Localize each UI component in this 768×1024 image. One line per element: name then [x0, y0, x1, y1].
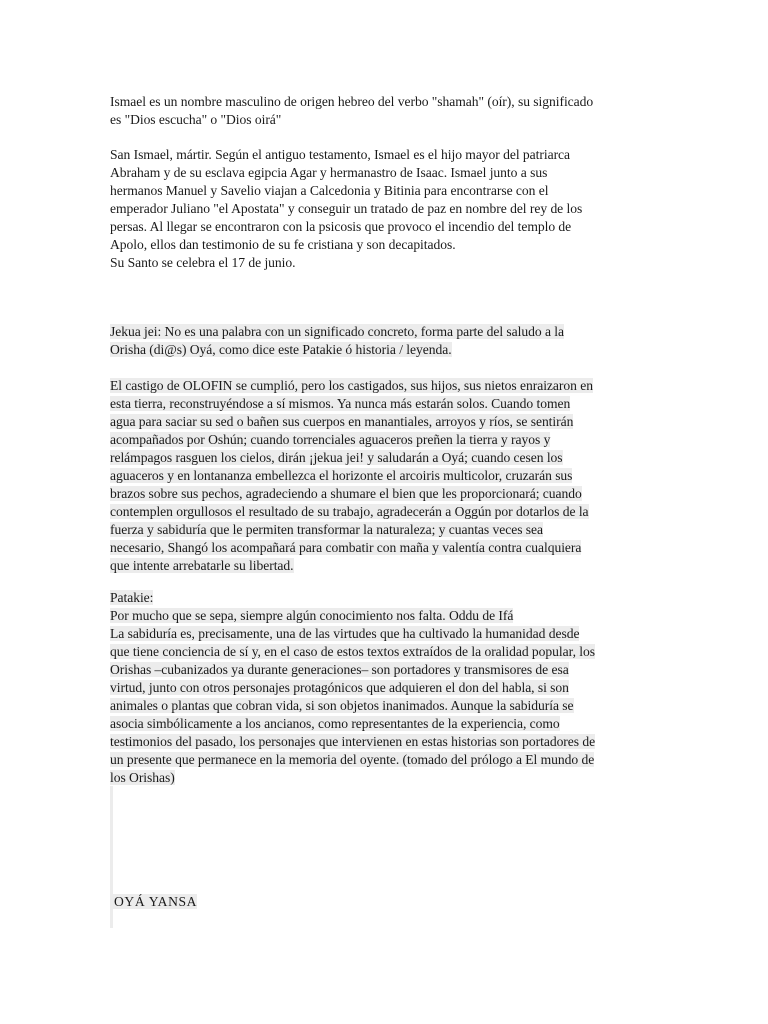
text-line: Ismael es un nombre masculino de origen hebreo del verbo "shamah" (oír), su significado — [110, 94, 594, 109]
text-line: un presente que permanece en la memoria del oyente. (tomado del prólogo a El mundo de — [110, 752, 595, 767]
heading-text: OYÁ YANSA — [110, 894, 197, 909]
text-line: los Orishas) — [110, 770, 175, 785]
text-line: Por mucho que se sepa, siempre algún conocimiento nos falta. Oddu de Ifá — [110, 608, 514, 623]
text-line: virtud, junto con otros personajes protagónicos que adquieren el don del habla, si son — [110, 680, 569, 695]
text-line: Su Santo se celebra el 17 de junio. — [110, 255, 296, 270]
text-line: aguaceros y en lontananza embellezca el horizonte el arcoiris multicolor, cruzarán sus — [110, 468, 573, 483]
text-line: brazos sobre sus pechos, agradeciendo a shumare el bien que les proporcionará; cuando — [110, 486, 582, 501]
patakie-paragraph — [110, 589, 662, 787]
text-line: Abraham y de su esclava egipcia Agar y hermanastro de Isaac. Ismael junto a sus — [110, 165, 548, 180]
text-line: La sabiduría es, precisamente, una de las virtudes que ha cultivado la humanidad desde — [110, 626, 580, 641]
text-line: es "Dios escucha" o "Dios oirá" — [110, 112, 282, 127]
text-line: contemplen orgullosos el resultado de su trabajo, agradecerán a Oggún por dotarlos de la — [110, 504, 589, 519]
text-line: fuerza y sabiduría que le permiten transformar la naturaleza; y cuantas veces sea — [110, 522, 544, 537]
patakie-label: Patakie: — [110, 590, 154, 605]
text-line: necesario, Shangó los acompañará para combatir con maña y valentía contra cualquiera — [110, 540, 582, 555]
text-line: esta tierra, reconstruyéndose a sí mismos. Ya nunca más estarán solos. Cuando tomen — [110, 396, 571, 411]
text-line: emperador Juliano "el Apostata" y conseguir un tratado de paz en nombre del rey de los — [110, 201, 583, 216]
text-line: Jekua jei: No es una palabra con un significado concreto, forma parte del saludo a la — [110, 324, 564, 339]
text-line: que intente arrebatarle su libertad. — [110, 558, 294, 573]
text-line: relámpagos rasguen los cielos, dirán ¡jekua jei! y saludarán a Oyá; cuando cesen los — [110, 450, 563, 465]
text-line: que tiene conciencia de sí y, en el caso de estos textos extraídos de la oralidad popular, los — [110, 644, 595, 659]
text-line: asocia simbólicamente a los ancianos, como representantes de la experiencia, como — [110, 716, 560, 731]
text-line: testimonios del pasado, los personajes que intervienen en estas historias son portadores de — [110, 734, 596, 749]
text-line: Orishas –cubanizados ya durante generaciones– son portadores y transmisores de esa — [110, 662, 569, 677]
text-line: acompañados por Oshún; cuando torrenciales aguaceros preñen la tierra y rayos y — [110, 432, 551, 447]
text-line: El castigo de OLOFIN se cumplió, pero los castigados, sus hijos, sus nietos enraizaron en — [110, 378, 593, 393]
text-line: persas. Al llegar se encontraron con la psicosis que provoco el incendio del templo de — [110, 219, 572, 234]
castigo-olofin-paragraph — [110, 377, 662, 575]
text-line: Apolo, ellos dan testimonio de su fe cristiana y son decapitados. — [110, 237, 456, 252]
text-line: animales o plantas que cobran vida, si son objetos inanimados. Aunque la sabiduría se — [110, 698, 574, 713]
intro-paragraph — [110, 93, 662, 129]
text-line: Orisha (di@s) Oyá, como dice este Patakie ó historia / leyenda. — [110, 342, 452, 357]
text-line: San Ismael, mártir. Según el antiguo testamento, Ismael es el hijo mayor del patriarca — [110, 147, 571, 162]
jekua-jei-paragraph — [110, 323, 662, 359]
text-line: hermanos Manuel y Savelio viajan a Calcedonia y Bitinia para encontrarse con el — [110, 183, 549, 198]
text-line: agua para saciar su sed o bañen sus cuerpos en manantiales, arroyos y ríos, se sentirán — [110, 414, 574, 429]
oya-yansa-heading — [110, 893, 197, 911]
san-ismael-paragraph — [110, 146, 662, 272]
